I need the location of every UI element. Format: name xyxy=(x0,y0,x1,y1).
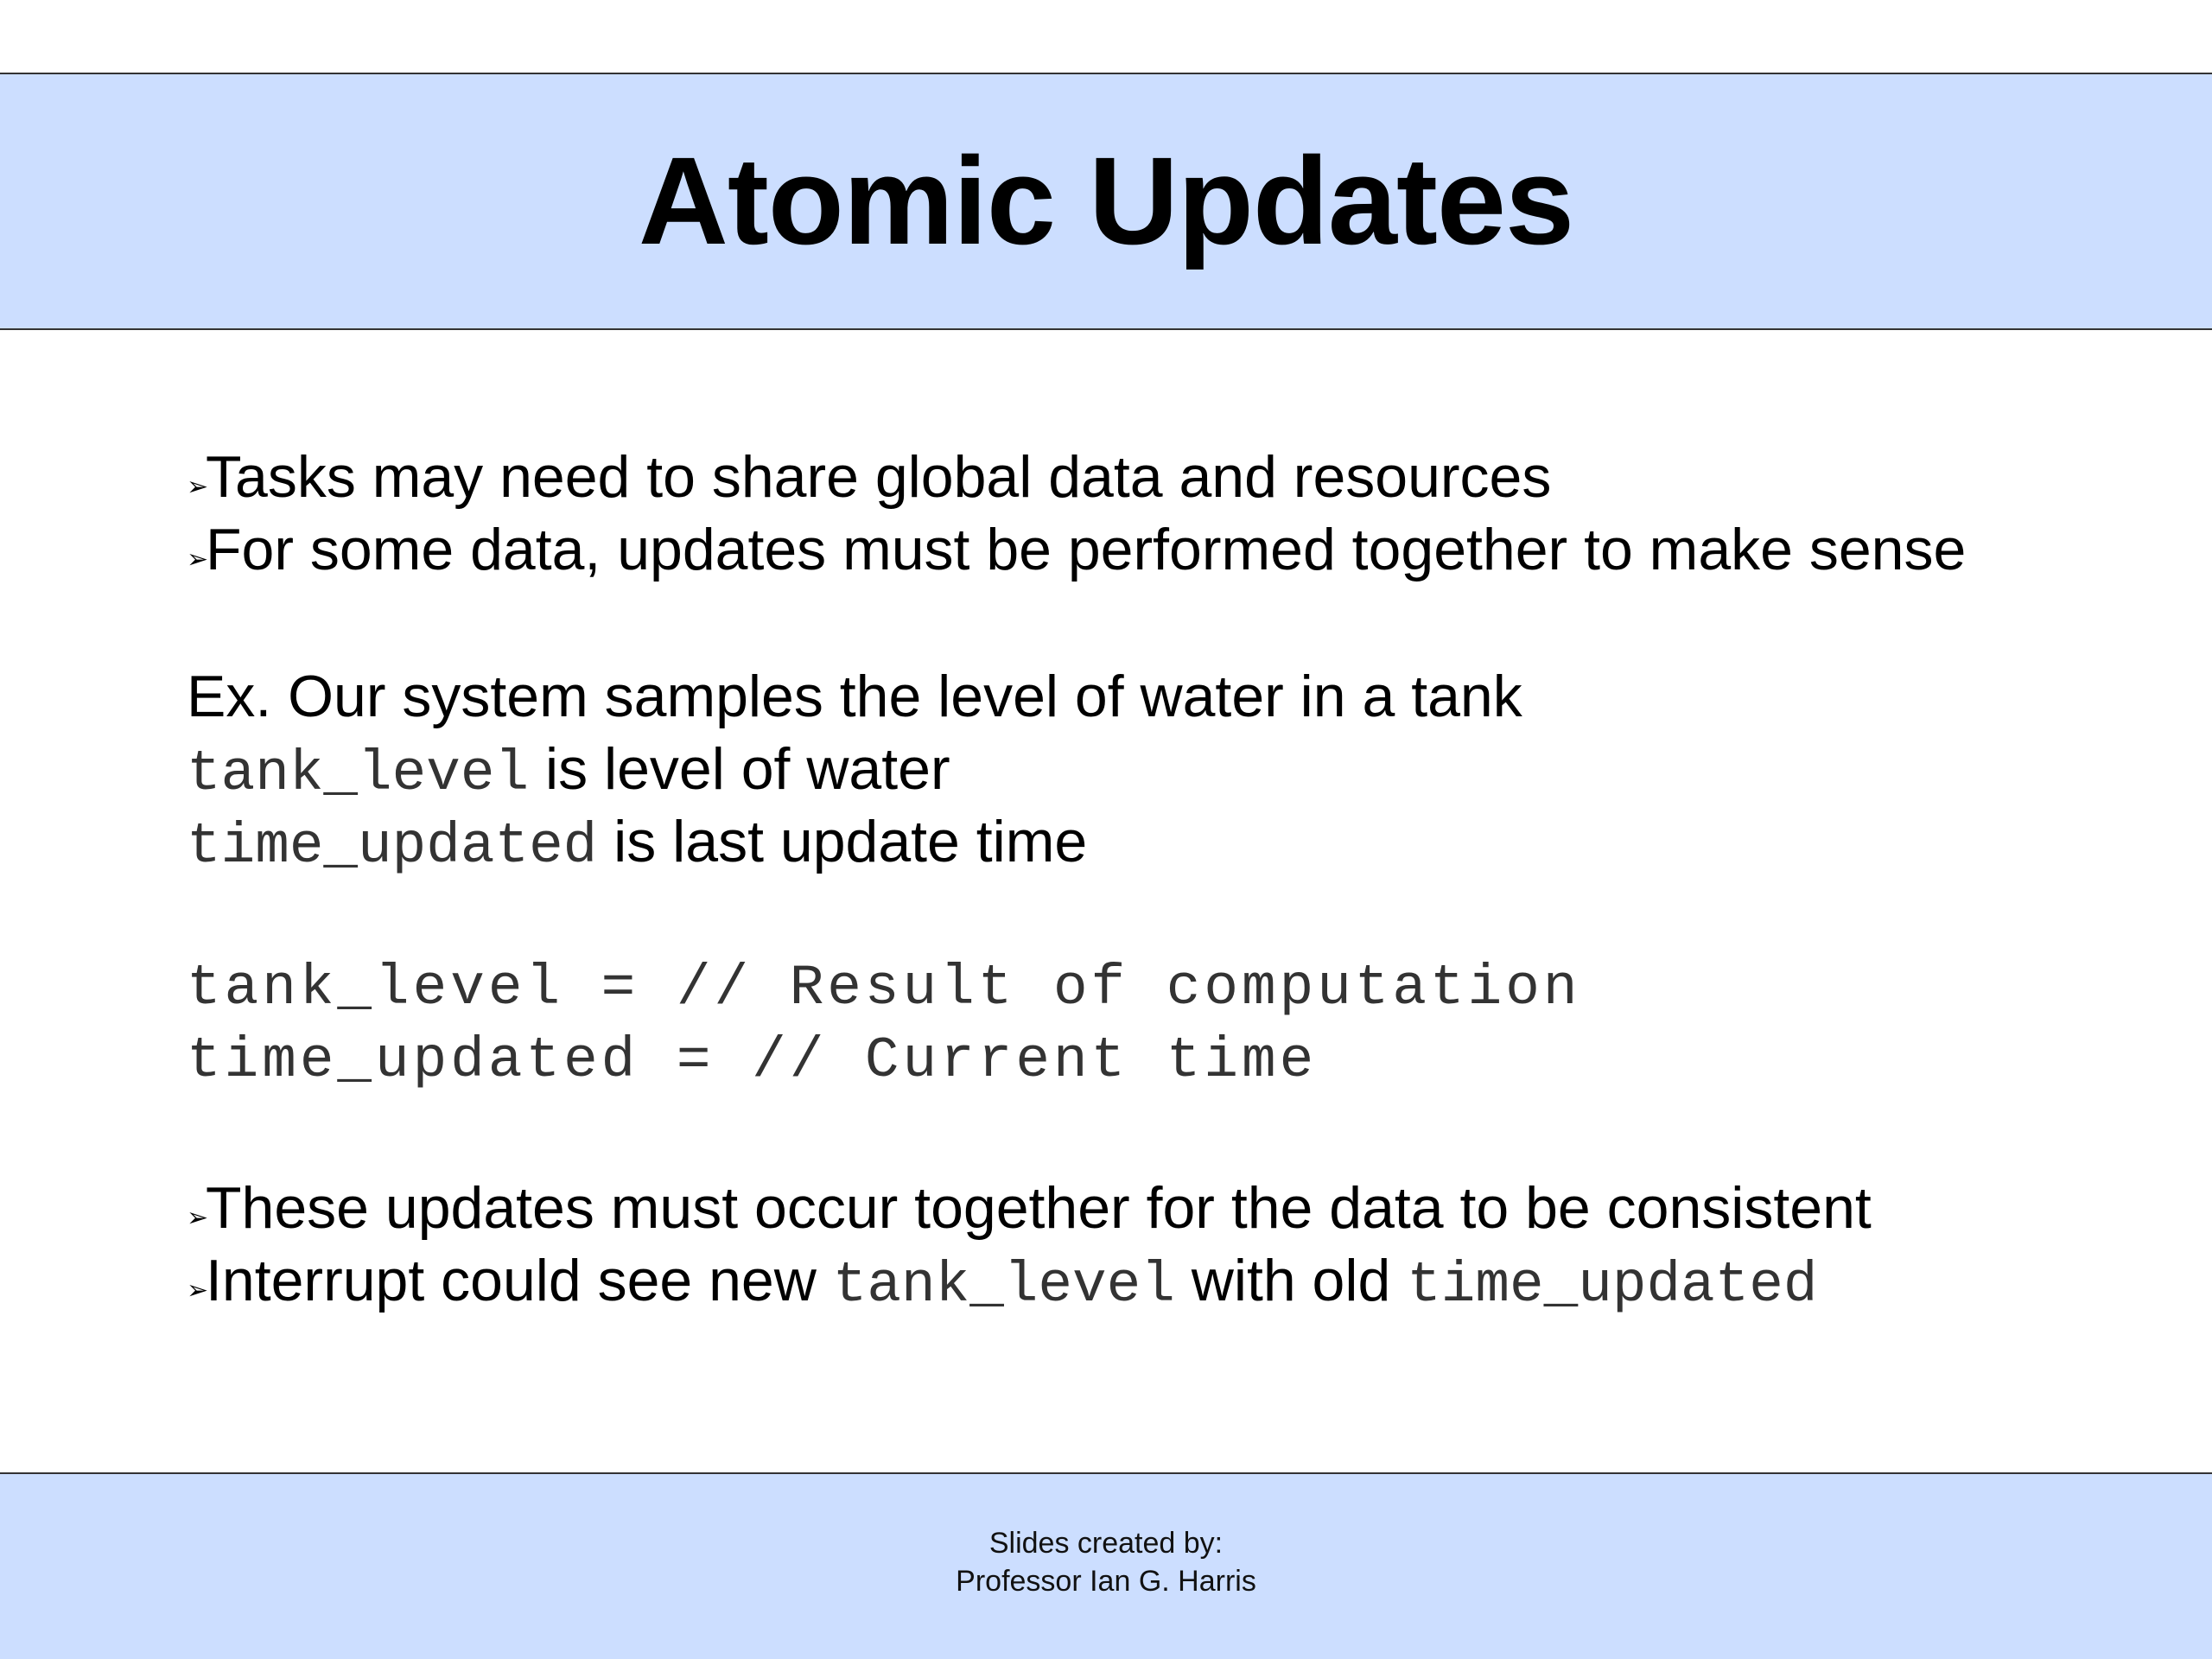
spacer xyxy=(187,1097,2139,1172)
bullet-text: Tasks may need to share global data and resources xyxy=(206,444,1552,510)
bullet-text: with old xyxy=(1174,1248,1408,1313)
var-description: is last update time xyxy=(597,809,1088,874)
slide-content xyxy=(187,441,2139,1317)
footer-line: Slides created by: xyxy=(988,1527,1224,1560)
code-var-time-updated: time_updated xyxy=(1407,1253,1818,1318)
bullet-item xyxy=(187,1244,2139,1317)
code-var-time-updated: time_updated xyxy=(187,814,598,879)
slide-title: Atomic Updates xyxy=(638,131,1574,270)
title-band xyxy=(0,73,2212,330)
example-intro: Ex. Our system samples the level of water in a tank xyxy=(187,664,1522,729)
footer-band xyxy=(0,1472,2212,1659)
bullet-text: For some data, updates must be performed together to make sense xyxy=(206,517,1967,582)
bullet-item xyxy=(187,513,2139,586)
bullet-item xyxy=(187,441,2139,513)
bullet-text: Interrupt could see new xyxy=(206,1248,833,1313)
footer-author: Professor Ian G. Harris xyxy=(956,1565,1256,1598)
code-var-tank-level: tank_level xyxy=(187,741,530,806)
arrow-bullet-icon: ➢ xyxy=(187,545,209,574)
arrow-bullet-icon: ➢ xyxy=(187,473,209,501)
code-var-tank-level: tank_level xyxy=(832,1253,1175,1318)
example-var-line xyxy=(187,733,2139,805)
arrow-bullet-icon: ➢ xyxy=(187,1204,209,1232)
spacer xyxy=(187,586,2139,660)
bullet-item xyxy=(187,1172,2139,1244)
code-line: time_updated = // Current time xyxy=(187,1028,1318,1093)
spacer xyxy=(187,878,2139,952)
arrow-bullet-icon: ➢ xyxy=(187,1276,209,1305)
example-var-line xyxy=(187,805,2139,878)
footer-credits xyxy=(0,1524,2212,1600)
var-description: is level of water xyxy=(529,736,950,802)
bullet-text: These updates must occur together for the data to be consistent xyxy=(206,1175,1872,1241)
code-line: tank_level = // Result of computation xyxy=(187,956,1581,1020)
